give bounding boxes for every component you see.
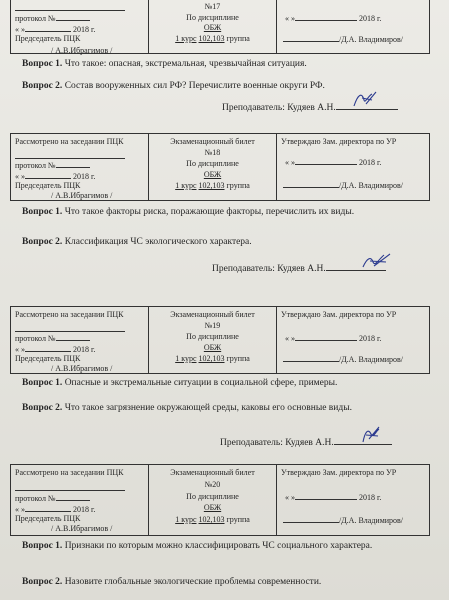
- discipline-label: По дисциплине: [186, 492, 239, 501]
- group-label: группа: [226, 34, 250, 43]
- date-label: « »: [15, 25, 25, 34]
- discipline-label: По дисциплине: [186, 13, 239, 22]
- approval-committee-cell: [11, 307, 148, 373]
- question-2: Вопрос 2. Классификация ЧС экологического характера.: [22, 237, 252, 247]
- director-title: Утверждаю Зам. директора по УР: [281, 137, 397, 146]
- ticket-19-header: [10, 306, 430, 374]
- director-name: /Д.А. Владимиров/: [339, 35, 404, 44]
- ticket-title-cell: [148, 134, 276, 200]
- chair-name: / А.В.Ибрагимов /: [51, 191, 113, 200]
- chair-label: Председатель ПЦК: [15, 181, 81, 190]
- question-2: Вопрос 2. Что такое загрязнение окружающей среды, каковы его основные виды.: [22, 403, 352, 413]
- director-name: /Д.А. Владимиров/: [339, 181, 404, 190]
- chair-name: / А.В.Ибрагимов /: [51, 46, 113, 55]
- chair-name: / А.В.Ибрагимов /: [51, 364, 113, 373]
- ticket-number: №19: [204, 321, 221, 330]
- group-numbers: 102,103: [198, 181, 225, 190]
- ticket-20-header: [10, 464, 430, 536]
- teacher-line: Преподаватель: Кудяев А.Н.: [212, 261, 386, 274]
- date-label: « »: [15, 505, 25, 514]
- ticket-title-cell: [148, 0, 276, 53]
- chair-label: Председатель ПЦК: [15, 514, 81, 523]
- course-label: 1 курс: [175, 181, 197, 190]
- ticket-number: №18: [204, 148, 221, 157]
- director-name: /Д.А. Владимиров/: [339, 516, 404, 525]
- group-numbers: 102,103: [198, 515, 225, 524]
- ticket-number: №17: [204, 2, 221, 11]
- date-label: « »: [285, 14, 295, 23]
- group-label: группа: [226, 181, 250, 190]
- approval-committee-cell: [11, 134, 148, 200]
- group-numbers: 102,103: [198, 34, 225, 43]
- question-1: Вопрос 1. Признаки по которым можно классифицировать ЧС социального характера.: [22, 541, 373, 551]
- question-2: Вопрос 2. Состав вооруженных сил РФ? Перечислите военные округи РФ.: [22, 81, 325, 91]
- ticket-title-cell: [148, 465, 276, 535]
- committee-title: Рассмотрено на заседании ПЦК: [15, 137, 124, 146]
- discipline-label: По дисциплине: [186, 332, 239, 341]
- director-name: /Д.А. Владимиров/: [339, 355, 404, 364]
- ticket-title: Экзаменационный билет: [170, 310, 255, 319]
- protocol-label: протокол №: [15, 161, 56, 170]
- ticket-title: Экзаменационный билет: [170, 137, 255, 146]
- question-1: Вопрос 1. Что такое: опасная, экстремальная, чрезвычайная ситуация.: [22, 59, 307, 69]
- ticket-title-cell: [148, 307, 276, 373]
- approval-director-cell: [276, 465, 429, 535]
- question-1: Вопрос 1. Что такое факторы риска, поражающие факторы, перечислить их виды.: [22, 207, 355, 217]
- group-label: группа: [226, 515, 250, 524]
- year-label: 2018 г.: [359, 158, 382, 167]
- discipline-name: ОБЖ: [203, 170, 222, 179]
- approval-committee-cell: [11, 0, 148, 53]
- discipline-name: ОБЖ: [203, 343, 222, 352]
- discipline-name: ОБЖ: [203, 23, 222, 32]
- course-label: 1 курс: [175, 354, 197, 363]
- group-label: группа: [226, 354, 250, 363]
- chair-label: Председатель ПЦК: [15, 34, 81, 43]
- teacher-line: Преподаватель: Кудяев А.Н.: [220, 435, 392, 448]
- ticket-number: №20: [204, 480, 221, 489]
- ticket-17-header: [10, 0, 430, 54]
- approval-director-cell: [276, 0, 429, 53]
- chair-name: / А.В.Ибрагимов /: [51, 524, 113, 533]
- year-label: 2018 г.: [73, 505, 96, 514]
- group-numbers: 102,103: [198, 354, 225, 363]
- teacher-signature: [360, 250, 394, 272]
- protocol-label: протокол №: [15, 494, 56, 503]
- director-title: Утверждаю Зам. директора по УР: [281, 310, 397, 319]
- protocol-label: протокол №: [15, 14, 56, 23]
- director-title: Утверждаю Зам. директора по УР: [281, 468, 397, 477]
- year-label: 2018 г.: [73, 172, 96, 181]
- year-label: 2018 г.: [359, 334, 382, 343]
- question-2: Вопрос 2. Назовите глобальные экологические проблемы современности.: [22, 577, 322, 587]
- question-1: Вопрос 1. Опасные и экстремальные ситуации в социальной сфере, примеры.: [22, 378, 338, 388]
- approval-director-cell: [276, 134, 429, 200]
- discipline-name: ОБЖ: [203, 503, 222, 512]
- year-label: 2018 г.: [359, 14, 382, 23]
- year-label: 2018 г.: [73, 25, 96, 34]
- approval-director-cell: [276, 307, 429, 373]
- committee-title: Рассмотрено на заседании ПЦК: [15, 468, 124, 477]
- approval-committee-cell: [11, 465, 148, 535]
- protocol-label: протокол №: [15, 334, 56, 343]
- course-label: 1 курс: [175, 34, 197, 43]
- date-label: « »: [15, 345, 25, 354]
- date-label: « »: [285, 334, 295, 343]
- discipline-label: По дисциплине: [186, 159, 239, 168]
- course-label: 1 курс: [175, 515, 197, 524]
- year-label: 2018 г.: [73, 345, 96, 354]
- teacher-line: Преподаватель: Кудяев А.Н.: [222, 100, 398, 113]
- ticket-title: Экзаменационный билет: [170, 468, 255, 477]
- chair-label: Председатель ПЦК: [15, 354, 81, 363]
- teacher-signature: [350, 88, 380, 110]
- date-label: « »: [15, 172, 25, 181]
- committee-title: Рассмотрено на заседании ПЦК: [15, 310, 124, 319]
- date-label: « »: [285, 158, 295, 167]
- date-label: « »: [285, 493, 295, 502]
- ticket-18-header: [10, 133, 430, 201]
- teacher-signature: [358, 424, 384, 446]
- year-label: 2018 г.: [359, 493, 382, 502]
